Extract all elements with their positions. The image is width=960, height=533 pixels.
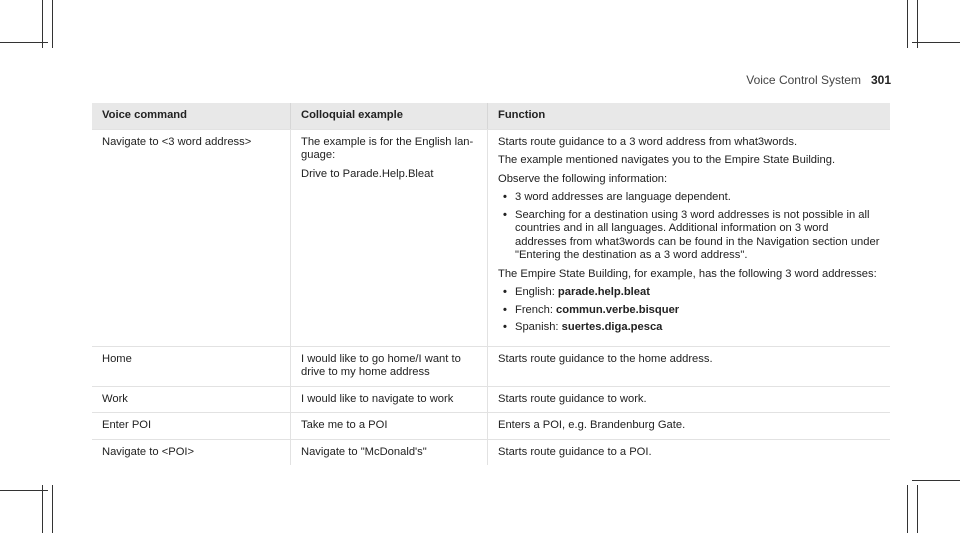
command-cell: Enter POI [102, 419, 152, 431]
address-list [498, 286, 882, 335]
language-label: English: [515, 286, 555, 298]
crop-mark [52, 485, 53, 533]
function-text: Observe the following information: [498, 172, 668, 185]
table-row [92, 413, 890, 440]
address-value: suertes.diga.pesca [561, 321, 663, 333]
list-item [498, 321, 882, 335]
crop-mark [42, 0, 43, 48]
function-text: The Empire State Building, for example, has the following 3 word addresses: [498, 267, 877, 280]
list-item [498, 304, 882, 318]
table-row [92, 387, 890, 414]
function-cell [487, 130, 890, 346]
example-cell: I would like to navigate to work [290, 387, 487, 413]
crop-mark [917, 485, 918, 533]
table-row [92, 130, 890, 347]
function-cell: Starts route guidance to work. [487, 387, 890, 413]
crop-mark [52, 0, 53, 48]
bullet-list [498, 191, 882, 263]
example-cell [290, 130, 487, 346]
function-text: Starts route guidance to a 3 word address from what3words. [498, 135, 798, 148]
column-header: Function [487, 103, 890, 129]
table-row [92, 347, 890, 387]
language-label: French: [515, 303, 553, 316]
address-value: parade.help.bleat [557, 286, 650, 298]
command-cell: Navigate to <POI> [102, 445, 195, 458]
function-cell: Enters a POI, e.g. Brandenburg Gate. [487, 413, 890, 439]
page-header [746, 73, 891, 87]
crop-mark [907, 485, 908, 533]
function-cell: Starts route guidance to the home address. [487, 347, 890, 386]
crop-mark [912, 42, 960, 43]
crop-mark [42, 485, 43, 533]
address-value: commun.verbe.bisquer [556, 303, 680, 316]
section-title: Voice Control System [746, 73, 861, 87]
table-row [92, 440, 890, 466]
function-text: The example mentioned navigates you to the Empire State Building. [498, 154, 836, 166]
example-cell: Take me to a POI [290, 413, 487, 439]
command-cell: Work [102, 392, 128, 405]
crop-mark [907, 0, 908, 48]
example-text: Drive to Parade.Help.Bleat [301, 167, 434, 180]
crop-mark [0, 490, 48, 491]
function-cell: Starts route guidance to a POI. [487, 440, 890, 466]
crop-mark [0, 42, 48, 43]
example-cell: I would like to go home/I want to drive to my home address [290, 347, 487, 386]
voice-command-table [92, 103, 890, 465]
crop-mark [912, 480, 960, 481]
list-item: • Searching for a destination using 3 word addresses is not possible in all countries and in all languages. Additional information on 3 word addresses from what3words can be found in the Navigation section under "Entering the destination as a 3 word address". [498, 209, 882, 263]
example-text: The example is for the English lan-guage: [301, 135, 474, 161]
language-label: Spanish: [515, 321, 559, 333]
table-header-row [92, 103, 890, 130]
command-cell: Navigate to <3 word address> [102, 135, 252, 148]
column-header: Colloquial example [290, 103, 487, 129]
column-header: Voice command [102, 109, 187, 121]
example-cell: Navigate to "McDonald's" [290, 440, 487, 466]
command-cell: Home [102, 352, 132, 365]
list-item: • 3 word addresses are language dependent. [498, 191, 882, 205]
crop-mark [917, 0, 918, 48]
page-number: 301 [870, 73, 891, 87]
list-item [498, 286, 882, 300]
